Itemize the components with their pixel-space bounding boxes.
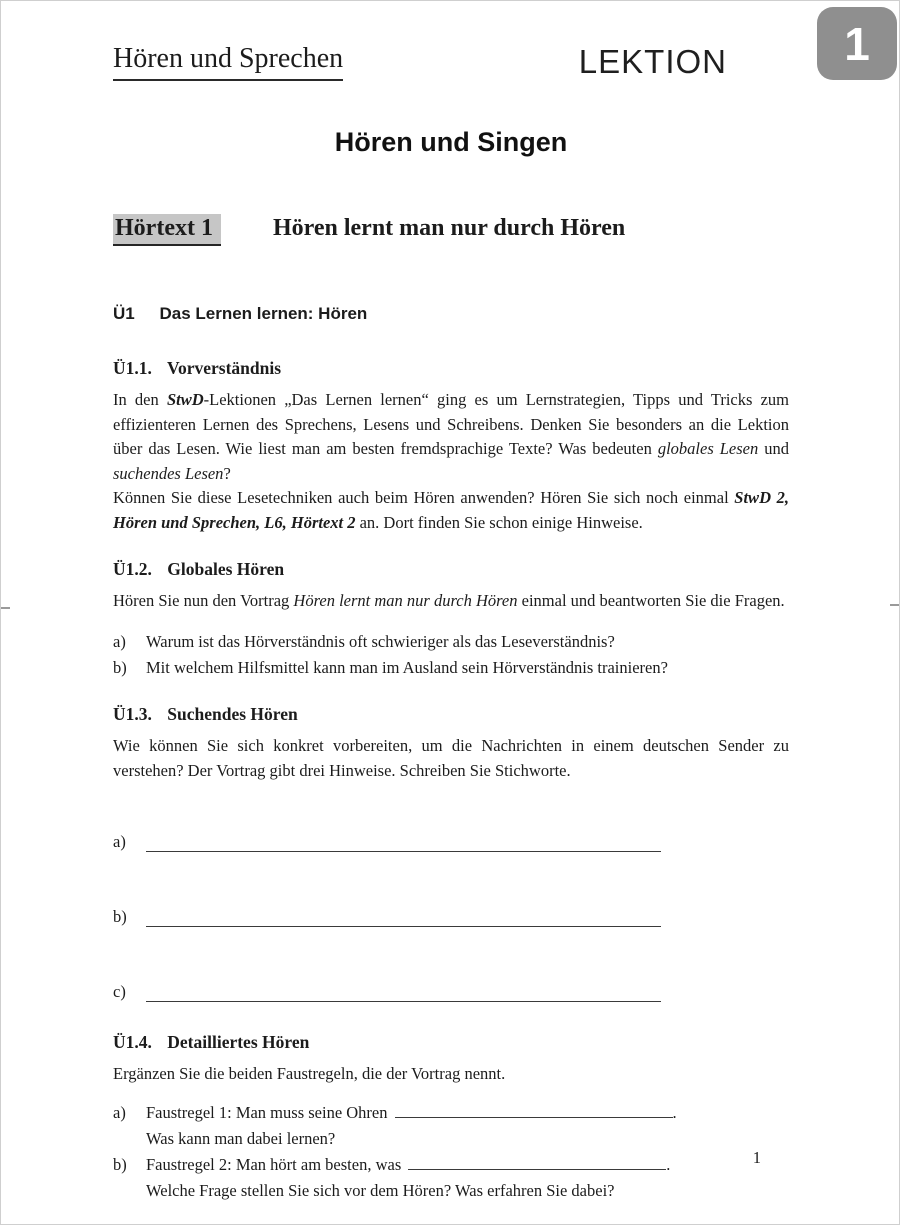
section-title: Detailliertes Hören xyxy=(167,1032,310,1053)
fill-text-before: Faustregel 1: Man muss seine Ohren xyxy=(146,1102,388,1122)
item-label: a) xyxy=(113,632,126,652)
section-heading-u14 xyxy=(113,1032,789,1053)
item-label: a) xyxy=(113,1102,126,1122)
answer-blank-row xyxy=(113,827,789,852)
section-heading-u11 xyxy=(113,358,789,379)
section-title: Vorverständnis xyxy=(166,358,282,378)
answer-line xyxy=(146,904,661,927)
paragraph: Können Sie diese Lesetechniken auch beim Hören anwenden? Hören Sie sich noch einmal StwD 2, Hören und Sprechen, L6, Hörtext 2 an. Dort finden Sie schon einige Hinweise. xyxy=(113,488,789,532)
fill-text-after: . xyxy=(672,1102,677,1122)
question-item xyxy=(113,655,789,681)
main-title: Hören und Singen xyxy=(334,127,568,157)
answer-line xyxy=(146,829,661,852)
item-text: Warum ist das Hörverständnis oft schwieriger als das Leseverständnis? xyxy=(146,632,615,652)
fill-item xyxy=(113,1152,789,1178)
section-title: Suchendes Hören xyxy=(167,704,298,725)
exercise-title: Das Lernen lernen: Hören xyxy=(159,304,368,323)
hoertext-heading xyxy=(113,214,789,246)
paragraph: Wie können Sie sich konkret vorbereiten, um die Nachrichten in einem deutschen Sender zu verstehen? Der Vortrag gibt drei Hinweise. Schreiben Sie Stichworte. xyxy=(113,736,789,780)
section-number: Ü1.2. xyxy=(113,558,152,579)
item-label: b) xyxy=(113,907,127,927)
fill-item xyxy=(113,1100,789,1126)
paragraph: Hören Sie nun den Vortrag Hören lernt man nur durch Hören einmal und beantworten Sie die Fragen. xyxy=(113,590,785,610)
page-number: 1 xyxy=(752,1148,761,1167)
item-text xyxy=(146,1152,789,1178)
crop-mark-right xyxy=(890,604,899,606)
lektion-label: LEKTION xyxy=(578,43,727,80)
paragraph: Ergänzen Sie die beiden Faustregeln, die der Vortrag nennt. xyxy=(113,1064,506,1084)
item-label: a) xyxy=(113,832,126,852)
fill-blank-line xyxy=(395,1103,673,1118)
exercise-heading-u1 xyxy=(113,304,789,324)
fill-sub-question: Welche Frage stellen Sie sich vor dem Hören? Was erfahren Sie dabei? xyxy=(146,1180,615,1200)
chapter-title: Hören und Sprechen xyxy=(113,43,343,81)
fill-sub-question: Was kann man dabei lernen? xyxy=(146,1128,336,1148)
answer-blank-row xyxy=(113,902,789,927)
hoertext-title: Hören lernt man nur durch Hören xyxy=(272,215,626,241)
answer-line xyxy=(146,979,661,1002)
item-text xyxy=(146,1100,789,1126)
item-text: Mit welchem Hilfsmittel kann man im Ausland sein Hörverständnis trainieren? xyxy=(146,657,668,677)
section-number: Ü1.1. xyxy=(113,358,152,378)
section-heading-u12 xyxy=(113,559,789,580)
section-title: Globales Hören xyxy=(167,558,285,579)
fill-blank-line xyxy=(408,1155,666,1170)
item-label: c) xyxy=(113,982,126,1002)
fill-text-before: Faustregel 2: Man hört am besten, was xyxy=(146,1154,402,1174)
fill-text-after: . xyxy=(666,1154,671,1174)
answer-blank-row xyxy=(113,977,789,1002)
question-list xyxy=(113,629,789,680)
fill-list xyxy=(113,1100,789,1204)
item-label: b) xyxy=(113,1154,127,1174)
section-number: Ü1.3. xyxy=(113,704,152,725)
page-content xyxy=(113,1,789,1204)
crop-mark-left xyxy=(1,607,10,609)
lektion-number-badge: 1 xyxy=(817,7,897,80)
paragraph: In den StwD-Lektionen „Das Lernen lernen“ ging es um Lernstrategien, Tipps und Tricks zum effizienteren Lernen des Sprechens, Lesens und Schreibens. Denken Sie besonders an die Lektion über das Lesen. Wie liest man am besten fremdsprachige Texte? Was bedeuten globales Lesen und suchendes Lesen? xyxy=(113,390,789,483)
item-label: b) xyxy=(113,657,127,677)
section-number: Ü1.4. xyxy=(113,1032,152,1053)
question-item xyxy=(113,629,789,655)
exercise-number: Ü1 xyxy=(113,304,135,323)
section-heading-u13 xyxy=(113,704,789,725)
hoertext-label: Hörtext 1 xyxy=(113,214,221,246)
page-header xyxy=(113,43,789,81)
